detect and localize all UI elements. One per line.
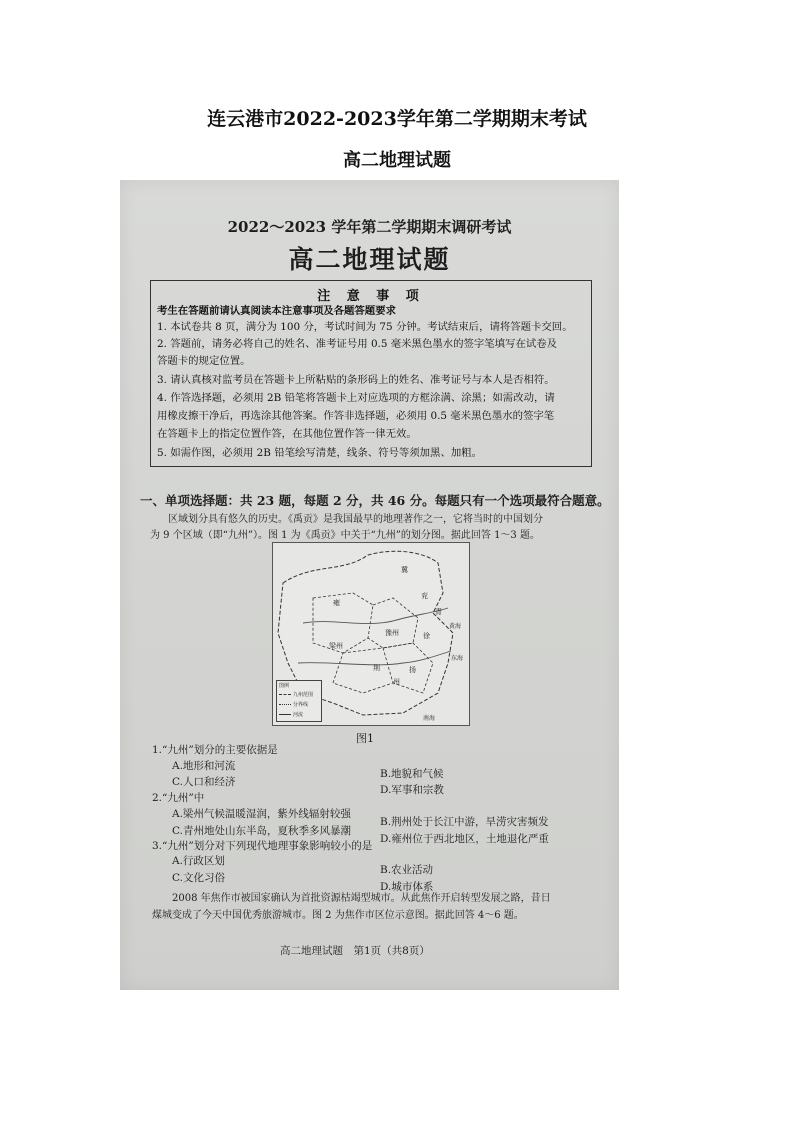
jiuzhou-map: [272, 542, 470, 726]
exam-title: 高二地理试题: [288, 245, 451, 274]
option-c: C.青州地处山东半岛，夏秋季多风暴潮: [172, 825, 351, 837]
map-label: 兖: [421, 592, 428, 600]
map-label: 豫州: [385, 629, 399, 637]
legend-item: 分界线: [293, 702, 309, 708]
passage-line: 2008 年焦作市被国家确认为首批资源枯竭型城市。从此焦作开启转型发展之路，昔日: [172, 893, 551, 904]
question-stem: 3.“九州”划分对下列现代地理事象影响较小的是: [152, 840, 373, 852]
legend-swatch: [279, 704, 291, 705]
option-d: D.军事和宗教: [380, 784, 444, 796]
page-title: 连云港市2022-2023学年第二学期期末考试: [207, 108, 587, 130]
map-label: 雍: [333, 599, 340, 607]
page-subtitle: 高二地理试题: [343, 150, 451, 171]
option-a: A.行政区划: [172, 855, 225, 867]
map-legend: [276, 680, 322, 722]
map-label: 南海: [423, 715, 436, 722]
legend-swatch: [279, 714, 291, 715]
option-d: D.雍州位于西北地区，土地退化严重: [380, 833, 549, 845]
passage-line: 煤城变成了今天中国优秀旅游城市。图 2 为焦作市区位示意图。据此回答 4～6 题。: [152, 910, 524, 921]
option-a: A.梁州气候温暖湿润，紫外线辐射较强: [172, 808, 351, 820]
notice-line: 1. 本试卷共 8 页，满分为 100 分，考试时间为 75 分钟。考试结束后，请将答题卡交回。: [157, 321, 573, 333]
exam-paper-photo: [120, 180, 619, 990]
option-c: C.人口和经济: [172, 776, 236, 788]
option-b: B.农业活动: [380, 864, 434, 876]
question-stem: 1.“九州”划分的主要依据是: [152, 744, 278, 756]
legend-swatch: [279, 694, 291, 695]
notice-title: 注 意 事 项: [317, 289, 425, 304]
map-label: 东海: [451, 655, 464, 662]
option-b: B.地貌和气候: [380, 768, 444, 780]
exam-header: 2022～2023 学年第二学期期末调研考试: [227, 218, 512, 236]
notice-line: 5. 如需作图，必须用 2B 铅笔绘写清楚，线条、符号等须加黑、加粗。: [157, 447, 483, 459]
notice-lead: 考生在答题前请认真阅读本注意事项及各题答题要求: [157, 305, 396, 317]
map-label: 梁州: [329, 642, 343, 650]
intro-line: 区域划分具有悠久的历史。《禹贡》是我国最早的地理著作之一，它将当时的中国划分: [168, 514, 543, 525]
notice-box: [150, 280, 592, 467]
map-label: 冀: [401, 566, 408, 574]
map-label: 扬: [409, 666, 416, 674]
question-stem: 2.“九州”中: [152, 792, 205, 804]
map-label: 荆: [373, 664, 380, 672]
notice-line: 4. 作答选择题，必须用 2B 铅笔将答题卡上对应选项的方框涂满、涂黑；如需改动，请: [157, 392, 555, 404]
option-b: B.荆州处于长江中游，旱涝灾害频发: [380, 816, 549, 828]
legend-title: 图例: [279, 683, 290, 689]
option-c: C.文化习俗: [172, 872, 225, 884]
intro-line: 为 9 个区域（即“九州”）。图 1 为《禹贡》中关于“九州”的划分图。据此回答 1～3 题。: [150, 530, 540, 541]
option-d: D.城市体系: [380, 881, 434, 893]
notice-line: 用橡皮擦干净后，再选涂其他答案。作答非选择题，必须用 0.5 毫米黑色墨水的签字笔: [157, 410, 555, 422]
legend-item: 河流: [293, 712, 304, 718]
legend-item: 九州范围: [293, 692, 314, 698]
notice-line: 2. 答题前，请务必将自己的姓名、准考证号用 0.5 毫米黑色墨水的签字笔填写在试卷及: [157, 338, 558, 350]
notice-line: 在答题卡上的指定位置作答，在其他位置作答一律无效。: [157, 428, 417, 440]
page-footer: 高二地理试题 第1页（共8页）: [280, 945, 430, 957]
notice-line: 3. 请认真核对监考员在答题卡上所粘贴的条形码上的姓名、准考证号与本人是否相符。: [157, 374, 555, 386]
map-label: 徐: [423, 632, 430, 640]
map-label: 黄海: [449, 623, 462, 630]
option-a: A.地形和河流: [172, 760, 236, 772]
map-label: 青: [435, 608, 442, 616]
notice-line: 答题卡的规定位置。: [157, 355, 251, 367]
section-heading: 一、单项选择题：共 23 题，每题 2 分，共 46 分。每题只有一个选项最符合题意。: [140, 493, 610, 508]
figure-caption: 图1: [356, 732, 374, 745]
map-label: 州: [393, 678, 400, 686]
